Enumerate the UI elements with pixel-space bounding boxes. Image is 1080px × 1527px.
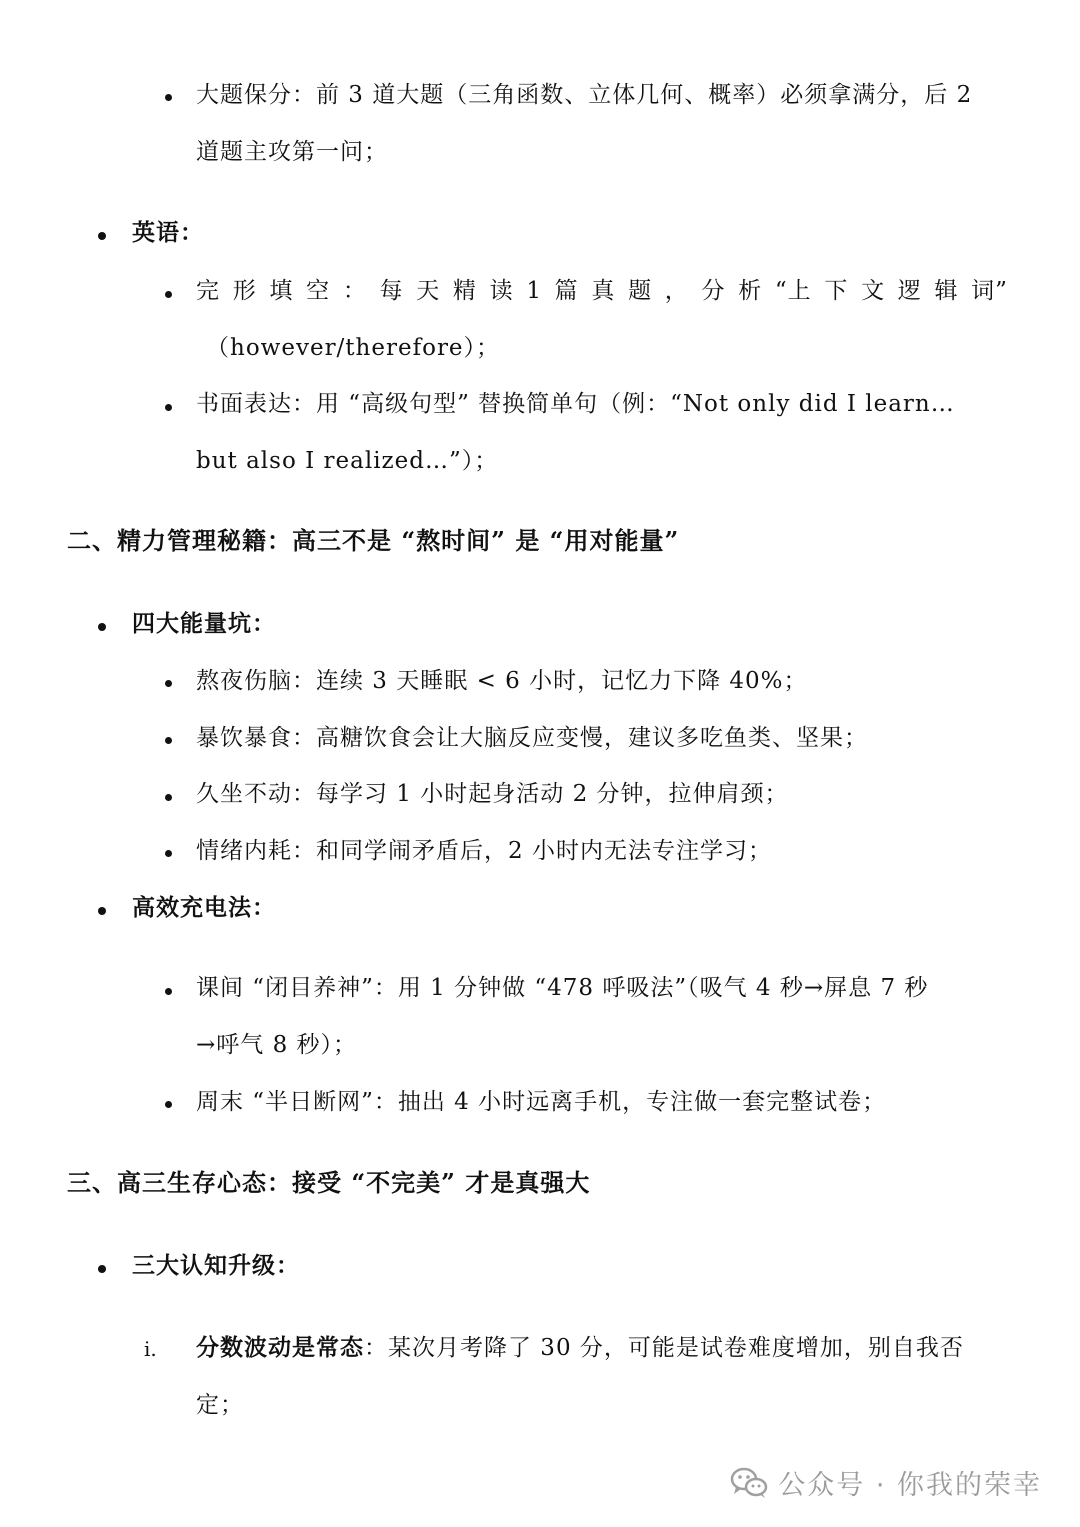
bullet <box>165 94 172 101</box>
recharge-1-line2: →呼气 8 秒）； <box>196 1032 358 1058</box>
section2-title: 二、精力管理秘籍：高三不是 “熬时间” 是 “用对能量” <box>67 526 680 555</box>
cognition-item-1-line1 <box>196 1333 964 1363</box>
bullet <box>165 404 172 411</box>
math-big-question-line1: 大题保分：前 3 道大题（三角函数、立体几何、概率）必须拿满分，后 2 <box>196 82 973 108</box>
bullet <box>165 850 172 857</box>
recharge-2: 周末 “半日断网”：抽出 4 小时远离手机，专注做一套完整试卷； <box>196 1089 887 1115</box>
bullet <box>165 988 172 995</box>
watermark-text: 公众号 · 你我的荣幸 <box>778 1470 1042 1501</box>
cloze-line1: 完 形 填 空 ： 每 天 精 读 1 篇 真 题 ， 分 析 “上 下 文 逻 辑 词” <box>196 278 1008 304</box>
bullet <box>98 623 106 631</box>
cognition-item-1-line2: 定； <box>196 1392 244 1418</box>
energy-pit-1: 熬夜伤脑：连续 3 天睡眠 < 6 小时，记忆力下降 40%； <box>196 668 808 694</box>
energy-pits-label: 四大能量坑： <box>132 610 276 637</box>
bullet <box>98 1265 106 1273</box>
energy-pit-2: 暴饮暴食：高糖饮食会让大脑反应变慢，建议多吃鱼类、坚果； <box>196 725 868 751</box>
recharge-1-line1: 课间 “闭目养神”：用 1 分钟做 “478 呼吸法”（吸气 4 秒→屏息 7 秒 <box>196 975 929 1001</box>
recharge-label: 高效充电法： <box>132 894 276 921</box>
bullet <box>165 794 172 801</box>
watermark <box>730 1463 1042 1502</box>
bullet <box>165 737 172 744</box>
section3-title: 三、高三生存心态：接受 “不完美” 才是真强大 <box>67 1168 591 1197</box>
energy-pit-3: 久坐不动：每学习 1 小时起身活动 2 分钟，拉伸肩颈； <box>196 781 789 807</box>
energy-pit-4: 情绪内耗：和同学闹矛盾后，2 小时内无法专注学习； <box>196 838 772 864</box>
cloze-line2: （however/therefore）； <box>206 335 501 361</box>
writing-line1: 书面表达：用 “高级句型” 替换简单句（例：“Not only did I learn… <box>196 391 955 417</box>
wechat-icon <box>730 1467 768 1499</box>
writing-line2: but also I realized…”）； <box>196 448 499 474</box>
bullet <box>165 1101 172 1108</box>
cognition-item-1-text: ：某次月考降了 30 分，可能是试卷难度增加，别自我否 <box>364 1335 964 1361</box>
cognition-label: 三大认知升级： <box>132 1252 300 1279</box>
bullet <box>165 680 172 687</box>
cognition-item-1-title: 分数波动是常态 <box>196 1334 364 1361</box>
list-marker-i: i. <box>144 1337 157 1361</box>
math-big-question-line2: 道题主攻第一问； <box>196 139 388 165</box>
bullet <box>98 907 106 915</box>
bullet <box>165 291 172 298</box>
bullet <box>98 232 106 240</box>
english-label: 英语： <box>132 219 204 246</box>
